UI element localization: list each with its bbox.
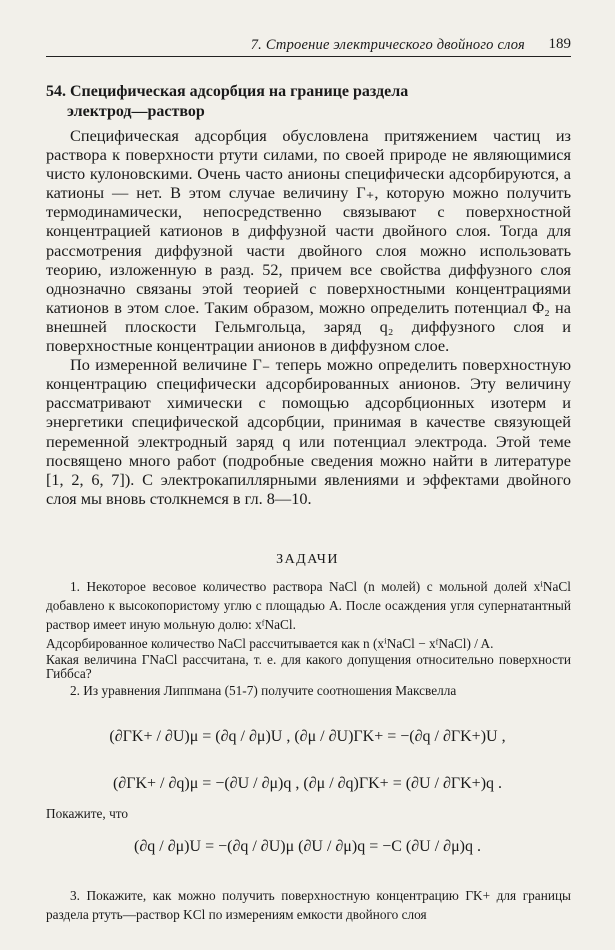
problem-3-text: 3. Покажите, как можно получить поверхностную концентрацию ΓK+ для границы раздела ртуть—раствор KCl по измерениям емкости двойного слоя	[46, 888, 571, 922]
section-title-line2: электрод—раствор	[67, 103, 205, 120]
section-body	[46, 126, 571, 508]
page-number: 189	[548, 36, 571, 52]
problem-1-text: 1. Некоторое весовое количество раствора NaCl (n молей) с мольной долей xⁱNaCl добавлено к высокопористому углю с площадью A. После осаждения угля супернатантный раствор имеет иную мольную долю: xᶠNaCl.	[46, 579, 571, 632]
problem-3-block	[46, 886, 571, 924]
equation-maxwell-2: (∂ΓK+ / ∂q)μ = −(∂U / ∂μ)q , (∂μ / ∂q)ΓK+ = (∂U / ∂ΓK+)q .	[112, 775, 503, 792]
equation-capacity: (∂q / ∂μ)U = −(∂q / ∂U)μ (∂U / ∂μ)q = −C (∂U / ∂μ)q .	[134, 838, 481, 855]
equation-maxwell-1: (∂ΓK+ / ∂U)μ = (∂q / ∂μ)U , (∂μ / ∂U)ΓK+ = −(∂q / ∂ΓK+)U ,	[109, 728, 506, 745]
paragraph-1: Специфическая адсорбция обусловлена притяжением частиц из раствора к поверхности ртути силами, по своей природе не являющимися чисто кулоновскими. Очень часто анионы специфически адсорбируются, а катионы — нет. В этом случае величину Γ₊, которую можно получить термодинамически, непосредственно связывают с поверхностной концентрацией катионов в диффузной части двойного слоя. Тогда для рассмотрения диффузной части двойного слоя можно использовать теорию, изложенную в разд. 52, причем все свойства диффузного слоя однозначно связаны этой теорией с поверхностными концентрациями катионов в этом слое. Таким образом, можно определить потенциал Φ₂ на внешней плоскости Гельмгольца, заряд q₂ диффузного слоя и поверхностные концентрации анионов в диффузном слое.	[46, 126, 571, 356]
section-title-line1: 54. Специфическая адсорбция на границе раздела	[46, 83, 409, 100]
show-that-text: Покажите, что	[46, 806, 129, 821]
running-title: 7. Строение электрического двойного слоя	[250, 37, 525, 53]
problems-block	[46, 577, 571, 700]
problem-1-formula: Адсорбированное количество NaCl рассчитывается как n (xⁱNaCl − xᶠNaCl) / A.	[46, 636, 494, 651]
problem-1-question: Какая величина ΓNaCl рассчитана, т. е. для какого допущения относительно поверхности Гиббса?	[46, 652, 571, 681]
problem-2-text: 2. Из уравнения Липпмана (51-7) получите соотношения Максвелла	[70, 683, 457, 698]
section-title	[46, 82, 566, 122]
tasks-heading: ЗАДАЧИ	[276, 552, 339, 567]
running-header	[46, 34, 571, 57]
paragraph-2: По измеренной величине Γ₋ теперь можно определить поверхностную концентрацию специфически адсорбированных анионов. Эту величину рассматривают химически с помощью адсорбционных изотерм и энергетики специфической адсорбции, принимая в качестве связующей переменной электродный заряд q или потенциал электрода. Этой теме посвящено много работ (подробные сведения можно найти в литературе [1, 2, 6, 7]). С электрокапиллярными явлениями и эффектами двойного слоя мы вновь столкнемся в гл. 8—10.	[46, 355, 571, 508]
